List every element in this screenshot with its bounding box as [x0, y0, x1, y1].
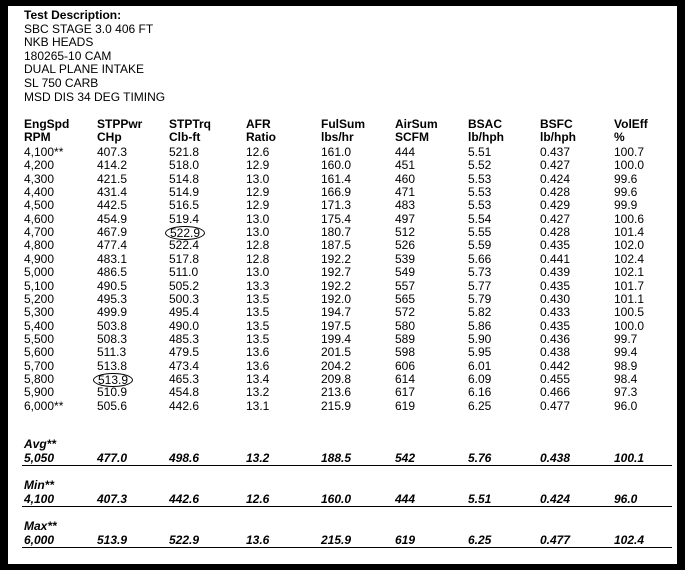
- table-cell: 0.436: [540, 331, 571, 346]
- table-cell: 101.1: [614, 291, 645, 306]
- table-cell: 215.9: [321, 398, 352, 413]
- table-cell: 619: [395, 398, 416, 413]
- summary-value: 5.76: [468, 451, 492, 465]
- table-cell: 192.7: [321, 265, 352, 280]
- summary-value: 513.9: [97, 533, 128, 547]
- table-cell: 505.2: [169, 278, 200, 293]
- table-cell: 518.0: [169, 158, 200, 173]
- table-cell: 99.6: [614, 171, 638, 186]
- summary-label: Max**: [24, 519, 57, 533]
- table-cell: 526: [395, 238, 416, 253]
- table-cell: 13.4: [246, 371, 270, 386]
- table-cell: 5,000: [24, 265, 55, 280]
- table-cell: 511.3: [97, 345, 127, 360]
- table-cell: 517.8: [169, 251, 200, 266]
- summary-value: 407.3: [97, 492, 128, 506]
- table-cell: 4,900: [24, 251, 55, 266]
- table-cell: 407.3: [97, 145, 128, 159]
- table-cell: 0.427: [540, 211, 571, 226]
- table-cell: 503.8: [97, 318, 128, 333]
- table-cell: 4,500: [24, 198, 55, 213]
- table-cell: 5,300: [24, 305, 55, 320]
- table-cell: 490.5: [97, 278, 128, 293]
- table-cell: 5,100: [24, 278, 55, 293]
- table-cell: 0.433: [540, 305, 571, 320]
- column-header-unit: CHp: [97, 129, 122, 144]
- table-cell: 5.52: [468, 158, 492, 173]
- summary-value: 522.9: [169, 533, 200, 547]
- table-cell: 431.4: [97, 185, 128, 200]
- table-cell: 187.5: [321, 238, 352, 253]
- table-cell: 100.5: [614, 305, 645, 320]
- table-cell: 209.8: [321, 371, 352, 386]
- table-cell: 0.477: [540, 398, 571, 413]
- table-cell: 539: [395, 251, 416, 266]
- table-cell: 166.9: [321, 185, 352, 200]
- table-cell: 451: [395, 158, 416, 173]
- table-cell: 6.25: [468, 398, 492, 413]
- table-cell: 13.0: [246, 265, 270, 280]
- table-cell: 6.09: [468, 371, 492, 386]
- table-cell: 511.0: [169, 265, 199, 280]
- table-cell: 13.5: [246, 331, 270, 346]
- table-cell: 0.430: [540, 291, 571, 306]
- table-cell: 5.79: [468, 291, 492, 306]
- table-cell: 4,100**: [24, 145, 64, 159]
- dyno-test-sheet: [8, 6, 677, 564]
- table-cell: 454.9: [97, 211, 128, 226]
- column-header-name: BSFC: [540, 117, 573, 131]
- table-cell: 460: [395, 171, 416, 186]
- table-cell: 13.0: [246, 225, 270, 240]
- table-cell: 171.3: [321, 198, 352, 213]
- table-cell: 5.90: [468, 331, 492, 346]
- summary-value: 0.477: [540, 533, 571, 547]
- table-cell: 12.6: [246, 145, 270, 159]
- table-cell: 213.6: [321, 385, 352, 400]
- summary-value: 0.438: [540, 451, 571, 465]
- table-cell: 495.3: [97, 291, 128, 306]
- table-cell: 499.9: [97, 305, 128, 320]
- description-title: Test Description:: [24, 8, 122, 22]
- table-cell: 421.5: [97, 171, 128, 186]
- column-header: [468, 118, 504, 143]
- summary-value: 12.6: [246, 492, 270, 506]
- summary-value: 442.6: [169, 492, 200, 506]
- table-cell: 485.3: [169, 331, 200, 346]
- column-header-unit: SCFM: [395, 129, 429, 144]
- column-header-unit: lb/hph: [540, 129, 576, 144]
- table-cell: 100.6: [614, 211, 645, 226]
- table-cell: 477.4: [97, 238, 128, 253]
- table-cell: 0.435: [540, 278, 571, 293]
- description-line: MSD DIS 34 DEG TIMING: [24, 89, 166, 104]
- table-cell: 6,000**: [24, 398, 64, 413]
- summary-value: 215.9: [321, 533, 352, 547]
- column-header: [321, 118, 365, 143]
- table-cell: 483.1: [97, 251, 128, 266]
- table-cell: 160.0: [321, 158, 352, 173]
- table-cell: 0.429: [540, 198, 571, 213]
- table-cell: 12.9: [246, 158, 270, 173]
- table-cell: 565: [395, 291, 416, 306]
- table-cell: 614: [395, 371, 416, 386]
- table-cell: 512: [395, 225, 416, 240]
- table-cell: 199.4: [321, 331, 352, 346]
- summary-value: 100.1: [614, 451, 645, 465]
- summary-value: 160.0: [321, 492, 352, 506]
- summary-value: 188.5: [321, 451, 352, 465]
- column-header-unit: Ratio: [246, 129, 276, 144]
- table-cell: 5,500: [24, 331, 55, 346]
- table-cell: 13.6: [246, 345, 270, 360]
- description-line: DUAL PLANE INTAKE: [24, 62, 145, 77]
- table-cell: 0.428: [540, 185, 571, 200]
- table-cell: 194.7: [321, 305, 352, 320]
- table-cell: 519.4: [169, 211, 200, 226]
- table-cell: 5.53: [468, 185, 492, 200]
- table-cell: 0.427: [540, 158, 571, 173]
- column-header-name: STPPwr: [97, 117, 143, 131]
- table-cell: 497: [395, 211, 416, 226]
- table-cell: 6.01: [468, 358, 492, 373]
- table-cell: 13.5: [246, 318, 270, 333]
- table-cell: 549: [395, 265, 416, 280]
- table-cell: 0.466: [540, 385, 571, 400]
- summary-value: 619: [395, 533, 416, 547]
- summary-value: 0.424: [540, 492, 571, 506]
- table-cell: 5.66: [468, 251, 492, 266]
- table-cell: 0.455: [540, 371, 571, 386]
- table-cell: 13.6: [246, 358, 270, 373]
- table-cell: 483: [395, 198, 416, 213]
- column-header-unit: Clb-ft: [169, 129, 201, 144]
- table-cell: 486.5: [97, 265, 128, 280]
- column-header-name: STPTrq: [169, 117, 212, 131]
- column-header: [97, 118, 142, 143]
- table-cell: 5.77: [468, 278, 492, 293]
- table-cell: 467.9: [97, 225, 128, 240]
- column-header-name: FulSum: [321, 117, 365, 131]
- summary-value: 5,050: [24, 451, 55, 465]
- table-cell: 0.424: [540, 171, 571, 186]
- table-cell: 100.7: [614, 145, 645, 159]
- summary-value: 102.4: [614, 533, 645, 547]
- column-header-name: AFR: [246, 117, 271, 131]
- description-line: SBC STAGE 3.0 406 FT: [24, 21, 154, 36]
- table-cell: 490.0: [169, 318, 200, 333]
- description-line: 180265-10 CAM: [24, 48, 112, 63]
- table-cell: 4,300: [24, 171, 55, 186]
- column-header-unit: %: [614, 129, 625, 144]
- summary-value: 6.25: [468, 533, 492, 547]
- column-header: [614, 118, 648, 143]
- column-header: [246, 118, 276, 143]
- summary-label: Min**: [24, 478, 54, 492]
- summary-label: Avg**: [24, 437, 57, 451]
- table-cell: 5.55: [468, 225, 492, 240]
- table-cell: 454.8: [169, 385, 200, 400]
- table-cell: 521.8: [169, 145, 200, 159]
- table-cell: 510.9: [97, 385, 128, 400]
- table-cell: 505.6: [97, 398, 128, 413]
- table-cell: 495.4: [169, 305, 200, 320]
- table-cell: 99.6: [614, 185, 638, 200]
- table-cell: 161.0: [321, 145, 352, 159]
- summary-value: 5.51: [468, 492, 492, 506]
- table-cell: 4,400: [24, 185, 55, 200]
- summary-value: 444: [395, 492, 416, 506]
- table-cell: 471: [395, 185, 416, 200]
- table-cell: 96.0: [614, 398, 638, 413]
- table-cell: 5.95: [468, 345, 492, 360]
- table-cell: 5.51: [468, 145, 492, 159]
- table-cell: 13.3: [246, 278, 270, 293]
- column-header-name: BSAC: [468, 117, 503, 131]
- table-cell: 101.4: [614, 225, 645, 240]
- table-cell: 589: [395, 331, 416, 346]
- table-cell: 442.6: [169, 398, 200, 413]
- table-cell: 13.2: [246, 385, 270, 400]
- table-cell: 101.7: [614, 278, 645, 293]
- description-line: SL 750 CARB: [24, 75, 99, 90]
- table-cell: 0.438: [540, 345, 571, 360]
- summary-value: 6,000: [24, 533, 55, 547]
- table-cell: 102.1: [614, 265, 645, 280]
- table-cell: 5.82: [468, 305, 492, 320]
- table-cell: 513.8: [97, 358, 128, 373]
- table-cell: 5.53: [468, 198, 492, 213]
- summary-divider: [22, 465, 672, 466]
- table-cell: 100.0: [614, 318, 645, 333]
- circled-table-cell: 513.9: [93, 373, 133, 387]
- table-cell: 5,900: [24, 385, 55, 400]
- table-cell: 0.439: [540, 265, 571, 280]
- table-cell: 5.54: [468, 211, 492, 226]
- column-header-name: EngSpd: [24, 117, 70, 131]
- table-cell: 0.442: [540, 358, 571, 373]
- table-cell: 192.2: [321, 278, 352, 293]
- table-cell: 5,600: [24, 345, 55, 360]
- table-cell: 192.2: [321, 251, 352, 266]
- summary-value: 96.0: [614, 492, 638, 506]
- table-cell: 5.86: [468, 318, 492, 333]
- summary-value: 4,100: [24, 492, 55, 506]
- circled-table-cell: 522.9: [165, 226, 205, 240]
- table-cell: 204.2: [321, 358, 352, 373]
- table-cell: 5.53: [468, 171, 492, 186]
- table-cell: 12.8: [246, 251, 270, 266]
- description-line: NKB HEADS: [24, 35, 94, 50]
- test-description: [24, 9, 165, 104]
- table-cell: 13.5: [246, 305, 270, 320]
- column-header-name: AirSum: [395, 117, 438, 131]
- summary-value: 13.2: [246, 451, 270, 465]
- table-cell: 557: [395, 278, 416, 293]
- table-cell: 4,200: [24, 158, 55, 173]
- table-cell: 201.5: [321, 345, 352, 360]
- table-cell: 508.3: [97, 331, 128, 346]
- table-cell: 0.437: [540, 145, 571, 159]
- column-header: [395, 118, 438, 143]
- table-cell: 13.5: [246, 291, 270, 306]
- table-cell: 97.3: [614, 385, 638, 400]
- table-cell: 98.9: [614, 358, 638, 373]
- column-header-name: VolEff: [614, 117, 648, 131]
- table-cell: 465.3: [169, 371, 200, 386]
- table-cell: 580: [395, 318, 416, 333]
- table-cell: 598: [395, 345, 416, 360]
- table-cell: 100.0: [614, 158, 645, 173]
- table-cell: 98.4: [614, 371, 638, 386]
- column-header: [540, 118, 576, 143]
- table-cell: 479.5: [169, 345, 200, 360]
- table-cell: 572: [395, 305, 416, 320]
- table-cell: 414.2: [97, 158, 128, 173]
- table-cell: 12.9: [246, 185, 270, 200]
- table-cell: 192.0: [321, 291, 352, 306]
- table-cell: 0.435: [540, 318, 571, 333]
- table-cell: 444: [395, 145, 416, 159]
- table-cell: 0.435: [540, 238, 571, 253]
- table-cell: 99.4: [614, 345, 638, 360]
- table-cell: 180.7: [321, 225, 352, 240]
- column-header: [24, 118, 69, 143]
- table-cell: 13.1: [246, 398, 270, 413]
- summary-value: 498.6: [169, 451, 200, 465]
- table-cell: 5.59: [468, 238, 492, 253]
- table-cell: 442.5: [97, 198, 128, 213]
- column-header-unit: lbs/hr: [321, 129, 354, 144]
- table-cell: 500.3: [169, 291, 200, 306]
- table-cell: 0.441: [540, 251, 571, 266]
- table-cell: 99.9: [614, 198, 638, 213]
- table-cell: 5.73: [468, 265, 492, 280]
- table-cell: 0.428: [540, 225, 571, 240]
- column-header-unit: lb/hph: [468, 129, 504, 144]
- table-cell: 6.16: [468, 385, 492, 400]
- table-cell: 12.9: [246, 198, 270, 213]
- table-cell: 514.9: [169, 185, 200, 200]
- table-cell: 197.5: [321, 318, 352, 333]
- table-cell: 12.8: [246, 238, 270, 253]
- table-cell: 102.0: [614, 238, 645, 253]
- column-header-unit: RPM: [24, 129, 51, 144]
- table-cell: 175.4: [321, 211, 352, 226]
- table-cell: 473.4: [169, 358, 200, 373]
- table-cell: 514.8: [169, 171, 200, 186]
- table-cell: 4,700: [24, 225, 55, 240]
- table-cell: 99.7: [614, 331, 638, 346]
- summary-value: 13.6: [246, 533, 270, 547]
- table-cell: 516.5: [169, 198, 200, 213]
- summary-value: 477.0: [97, 451, 128, 465]
- table-cell: 5,200: [24, 291, 55, 306]
- summary-value: 542: [395, 451, 416, 465]
- column-header: [169, 118, 211, 143]
- table-cell: 102.4: [614, 251, 645, 266]
- table-cell: 606: [395, 358, 416, 373]
- table-cell: 4,600: [24, 211, 55, 226]
- table-cell: 5,700: [24, 358, 55, 373]
- table-cell: 5,400: [24, 318, 55, 333]
- table-cell: 13.0: [246, 171, 270, 186]
- summary-divider: [22, 506, 672, 507]
- table-cell: 5,800: [24, 371, 55, 386]
- table-cell: 13.0: [246, 211, 270, 226]
- table-cell: 522.4: [169, 238, 200, 253]
- table-cell: 4,800: [24, 238, 55, 253]
- summary-divider: [22, 547, 672, 548]
- table-cell: 617: [395, 385, 416, 400]
- table-cell: 161.4: [321, 171, 352, 186]
